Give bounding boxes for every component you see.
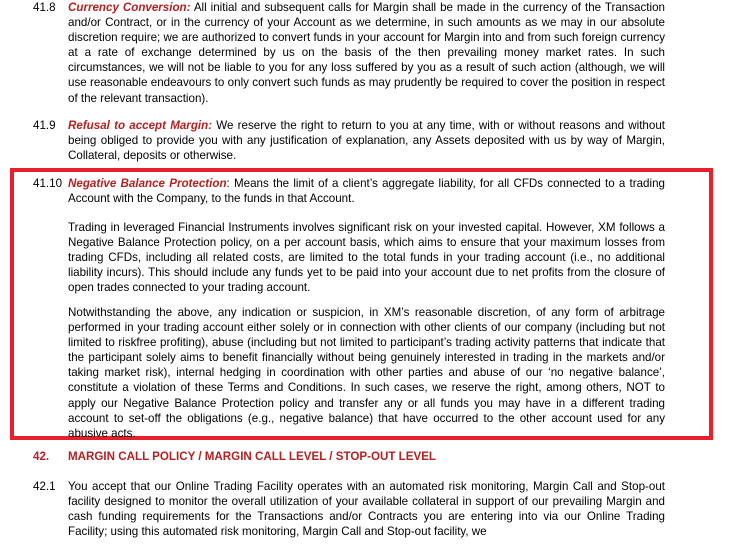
clause-text: : Means the limit of a client’s aggregate liability, for all CFDs connected to a trading Account with the Company, to the funds in that Account. <box>68 177 665 206</box>
clause-body <box>68 118 665 163</box>
clause-text: We reserve the right to return to you at any time, with or without reasons and without being obliged to provide you with any justification of explanation, any Assets deposited with us by way of Margin, Collateral, deposits or otherwise. <box>68 119 665 163</box>
section-number: 42. <box>33 450 50 463</box>
section-heading-42 <box>33 449 436 464</box>
section-title: MARGIN CALL POLICY / MARGIN CALL LEVEL / STOP-OUT LEVEL <box>68 450 437 463</box>
clause-body <box>68 0 665 106</box>
clause-title: Refusal to accept Margin: <box>68 119 213 132</box>
clause-body <box>68 176 665 206</box>
clause-title: Negative Balance Protection <box>68 177 227 190</box>
clause-number: 41.8 <box>33 1 56 14</box>
clause-number: 41.10 <box>33 177 63 190</box>
clause-number: 41.9 <box>33 119 56 132</box>
clause-number: 42.1 <box>33 480 56 493</box>
clause-text: You accept that our Online Trading Facility operates with an automated risk monitoring, Margin Call and Stop-out facility designed to monitor the overall utilization of your available collateral in support of our prevailing Margin and cash funding requirements for the Transactions and/or Contracts you are entering into via our Online Trading Facility; using this automated risk monitoring, Margin Call and Stop-out facility, we <box>68 480 665 539</box>
clause-title: Currency Conversion: <box>68 1 191 14</box>
clause-paragraph: Trading in leveraged Financial Instruments involves significant risk on your invested capital. However, XM follows a Negative Balance Protection policy, on a per account basis, which aims to ensure that your maximum losses from trading CFDs, including all related costs, are limited to the total funds in your trading account (i.e., no additional liability incurs). This should include any funds yet to be paid into your account due to net profits from the closure of open trades connected to your trading account. <box>68 221 665 295</box>
clause-paragraph: Notwithstanding the above, any indication or suspicion, in XM’s reasonable discretion, of any form of arbitrage performed in your trading account either solely or in connection with other clients of our company (including but not limited to riskfree profiting), abuse (including but not limited to participant’s trading activity patterns that indicate that the participant solely aims to benefit financially without being genuinely interested in trading in the markets and/or taking market risk), internal hedging in coordination with other parties and abuse of our ‘no negative balance’, constitute a violation of these Terms and Conditions. In such cases, we reserve the right, among others, NOT to apply our Negative Balance Protection policy and transfer any or all funds you may have in a different trading account to set-off the obligations (e.g., negative balance) that have occurred to the other account used for any abusive acts. <box>68 306 665 440</box>
clause-text: All initial and subsequent calls for Margin shall be made in the currency of the Transaction and/or Contract, or in the currency of your Account as we determine, in such amounts as we may in our absolute discretion require; we are authorized to convert funds in your account for Margin into and from such foreign currency at a rate of exchange determined by us on the basis of the then prevailing money market rates. In such circumstances, we will not be liable to you for any loss suffered by you as a result of such action (although, we will use reasonable endeavours to only convert such funds as may prudently be required to cover the position in respect of the relevant transaction). <box>68 1 665 105</box>
